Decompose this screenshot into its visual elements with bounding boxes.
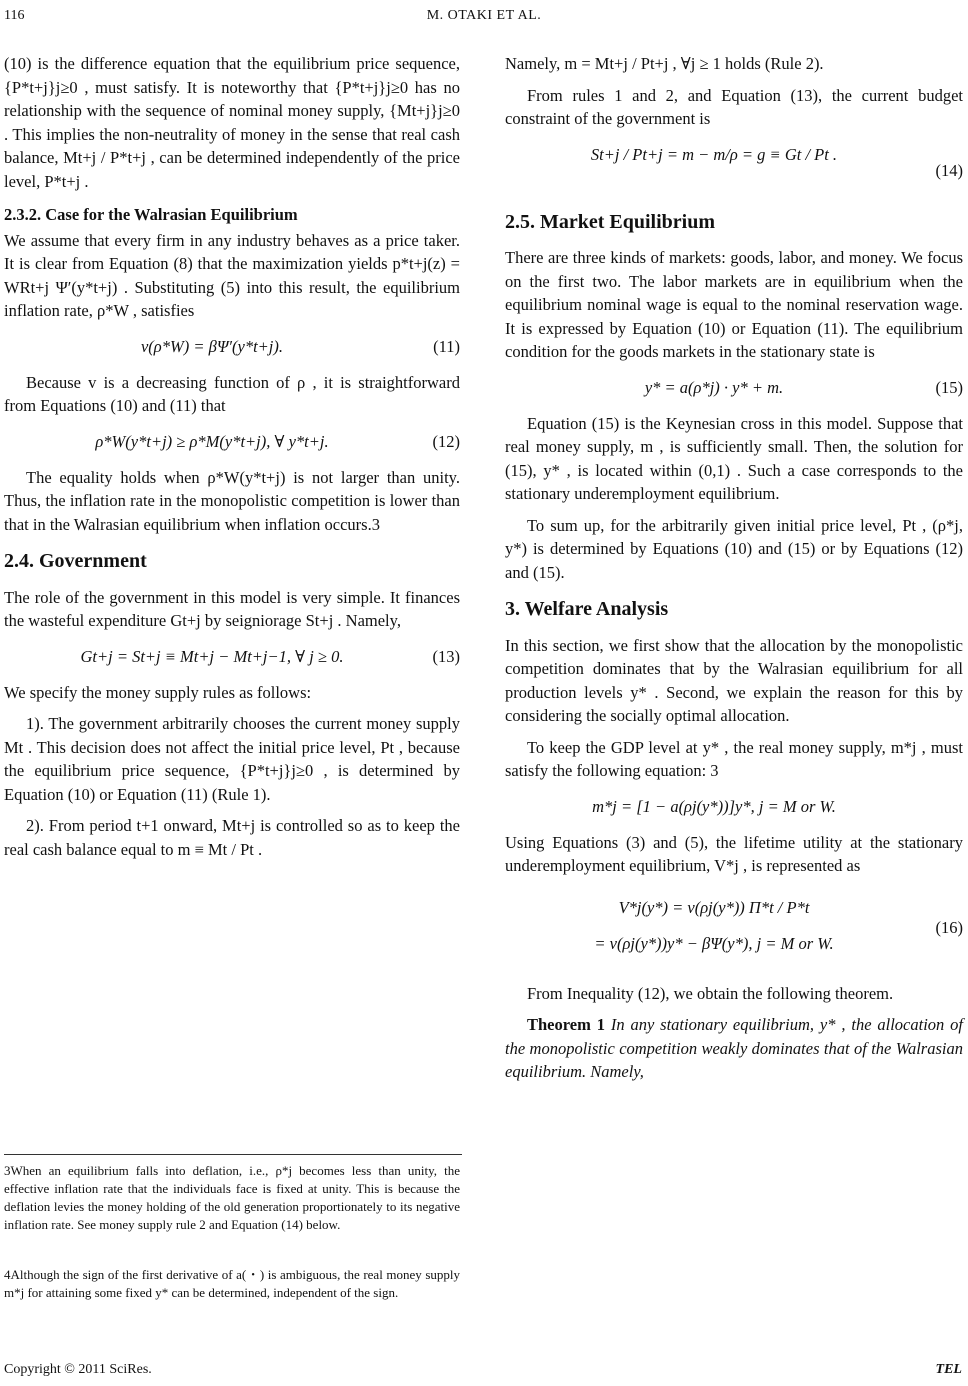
equation-14: [505, 139, 963, 197]
equation-number: (15): [935, 377, 963, 397]
section-heading: 2.4. Government: [4, 550, 147, 572]
section-heading: 3. Welfare Analysis: [505, 598, 669, 620]
theorem-label: Theorem 1: [527, 1015, 605, 1034]
page-footer: [0, 1362, 968, 1382]
equation-12: [4, 426, 460, 456]
equation-line-2: = v(ρj(y*))y* − βΨ(y*), j = M or W.: [594, 933, 834, 953]
equation-number: (16): [935, 917, 963, 937]
section-heading: 2.3.2. Case for the Walrasian Equilibrium: [4, 205, 298, 224]
equation-body: m*j = [1 − a(ρj(y*))]y*, j = M or W.: [592, 796, 836, 816]
equation-body: ρ*W(y*t+j) ≥ ρ*M(y*t+j), ∀ y*t+j.: [95, 431, 329, 451]
equation-line-1: V*j(y*) = v(ρj(y*)) Π*t / P*t: [618, 897, 810, 917]
equation-number: (11): [433, 336, 460, 356]
equation-15: [505, 372, 963, 402]
paragraph: The equality holds when ρ*W(y*t+j) is not larger than unity. Thus, the inflation rate in the monopolistic competition is lower than that in the Walrasian equilibrium when inflation occurs.3: [4, 467, 460, 534]
footnote-divider: [4, 1154, 462, 1155]
paragraph: Because v is a decreasing function of ρ , it is straightforward from Equations (10) and (11) that: [4, 372, 460, 415]
equation-body: Gt+j = St+j ≡ Mt+j − Mt+j−1, ∀ j ≥ 0.: [80, 646, 344, 666]
copyright-notice: Copyright © 2011 SciRes.: [4, 1362, 152, 1377]
footnote-4: 4Although the sign of the first derivative of a(・) is ambiguous, the real money supply m*j for attaining some fixed y* can be determined, independent of the sign.: [4, 1267, 460, 1300]
paragraph: From rules 1 and 2, and Equation (13), the current budget constraint of the government is: [505, 85, 963, 128]
paragraph: We assume that every firm in any industry behaves as a price taker. It is clear from Equation (8) that the maximization yields p*t+j(z) = WRt+j Ψ′(y*t+j) . Substituting (5) into this result, the equilibrium inflation rate, ρ*W , satisfies: [4, 230, 460, 320]
equation-number: (14): [935, 160, 963, 180]
theorem-text: In any stationary equilibrium, y* , the allocation of the monopolistic competition weakly dominates that of the Walrasian equilibrium. Namely,: [505, 1015, 963, 1081]
equation-11: [4, 331, 460, 361]
equation-number: (12): [432, 431, 460, 451]
page-number: 116: [4, 8, 25, 23]
equation-13: [4, 641, 460, 671]
equation-body: y* = a(ρ*j) · y* + m.: [644, 377, 784, 397]
paragraph: (10) is the difference equation that the equilibrium price sequence, {P*t+j}j≥0 , must satisfy. It is noteworthy that {P*t+j}j≥0 has no relationship with the sequence of nominal money supply, {Mt+j}j≥0 . This implies the non-neutrality of money in the sense that real cash balance, Mt+j / P*t+j , can be determined independently of the price level, P*t+j .: [4, 54, 460, 191]
paragraph: In this section, we first show that the allocation by the monopolistic competition dominates that by the Walrasian equilibrium for all production levels y* . Second, we explain the reason for this by considering the socially optimal allocation.: [505, 635, 963, 725]
equation-body: v(ρ*W) = βΨ′(y*t+j).: [140, 336, 284, 356]
paragraph: From Inequality (12), we obtain the following theorem.: [527, 983, 894, 1003]
paragraph: Using Equations (3) and (5), the lifetime utility at the stationary underemployment equilibrium, V*j , is represented as: [505, 832, 963, 875]
paragraph: The role of the government in this model is very simple. It finances the wasteful expenditure Gt+j by seigniorage St+j . Namely,: [4, 587, 460, 630]
right-column: [505, 52, 963, 1092]
footnote-3: 3When an equilibrium falls into deflation, i.e., ρ*j becomes less than unity, the effective inflation rate that the individuals face is fixed at unity. This is because the deflation levies the money holding of the old generation proportionately to its negative inflation rate. See money supply rule 2 and Equation (14) below.: [4, 1163, 460, 1232]
running-title: M. OTAKI ET AL.: [426, 8, 542, 23]
equation-money-supply: [505, 791, 963, 821]
theorem-1: [505, 1013, 963, 1084]
paragraph: 1). The government arbitrarily chooses the current money supply Mt . This decision does not affect the initial price level, Pt , because the equilibrium price sequence, {P*t+j}j≥0 , is determined by Equation (10) or Equation (11) (Rule 1).: [4, 714, 460, 804]
paragraph: There are three kinds of markets: goods, labor, and money. We focus on the first two. The labor markets are in equilibrium when the equilibrium nominal wage is equal to the nominal reservation wage. It is expressed by Equation (10) or Equation (11). The equilibrium condition for the goods markets in the stationary state is: [505, 248, 963, 361]
equation-16: [505, 886, 963, 972]
page-header: [0, 8, 968, 32]
equation-number: (13): [432, 646, 460, 666]
left-column: [4, 52, 460, 869]
journal-abbreviation: TEL: [935, 1362, 962, 1377]
paragraph: To keep the GDP level at y* , the real money supply, m*j , must satisfy the following equation: 3: [505, 737, 963, 780]
paragraph: Equation (15) is the Keynesian cross in this model. Suppose that real money supply, m , is sufficiently small. Then, the solution for (15), y* , is located within (0,1) . Such a case corresponds to the stationary underemployment equilibrium.: [505, 413, 963, 503]
paragraph: Namely, m = Mt+j / Pt+j , ∀j ≥ 1 holds (Rule 2).: [505, 54, 824, 73]
section-heading: 2.5. Market Equilibrium: [505, 210, 716, 233]
paragraph: We specify the money supply rules as follows:: [4, 682, 312, 702]
paragraph: To sum up, for the arbitrarily given initial price level, Pt , (ρ*j, y*) is determined by Equations (10) and (15) or by Equations (12) and (15).: [505, 515, 963, 582]
paragraph: 2). From period t+1 onward, Mt+j is controlled so as to keep the real cash balance equal to m ≡ Mt / Pt .: [4, 816, 460, 859]
equation-body: St+j / Pt+j = m − m/ρ = g ≡ Gt / Pt .: [590, 144, 838, 164]
